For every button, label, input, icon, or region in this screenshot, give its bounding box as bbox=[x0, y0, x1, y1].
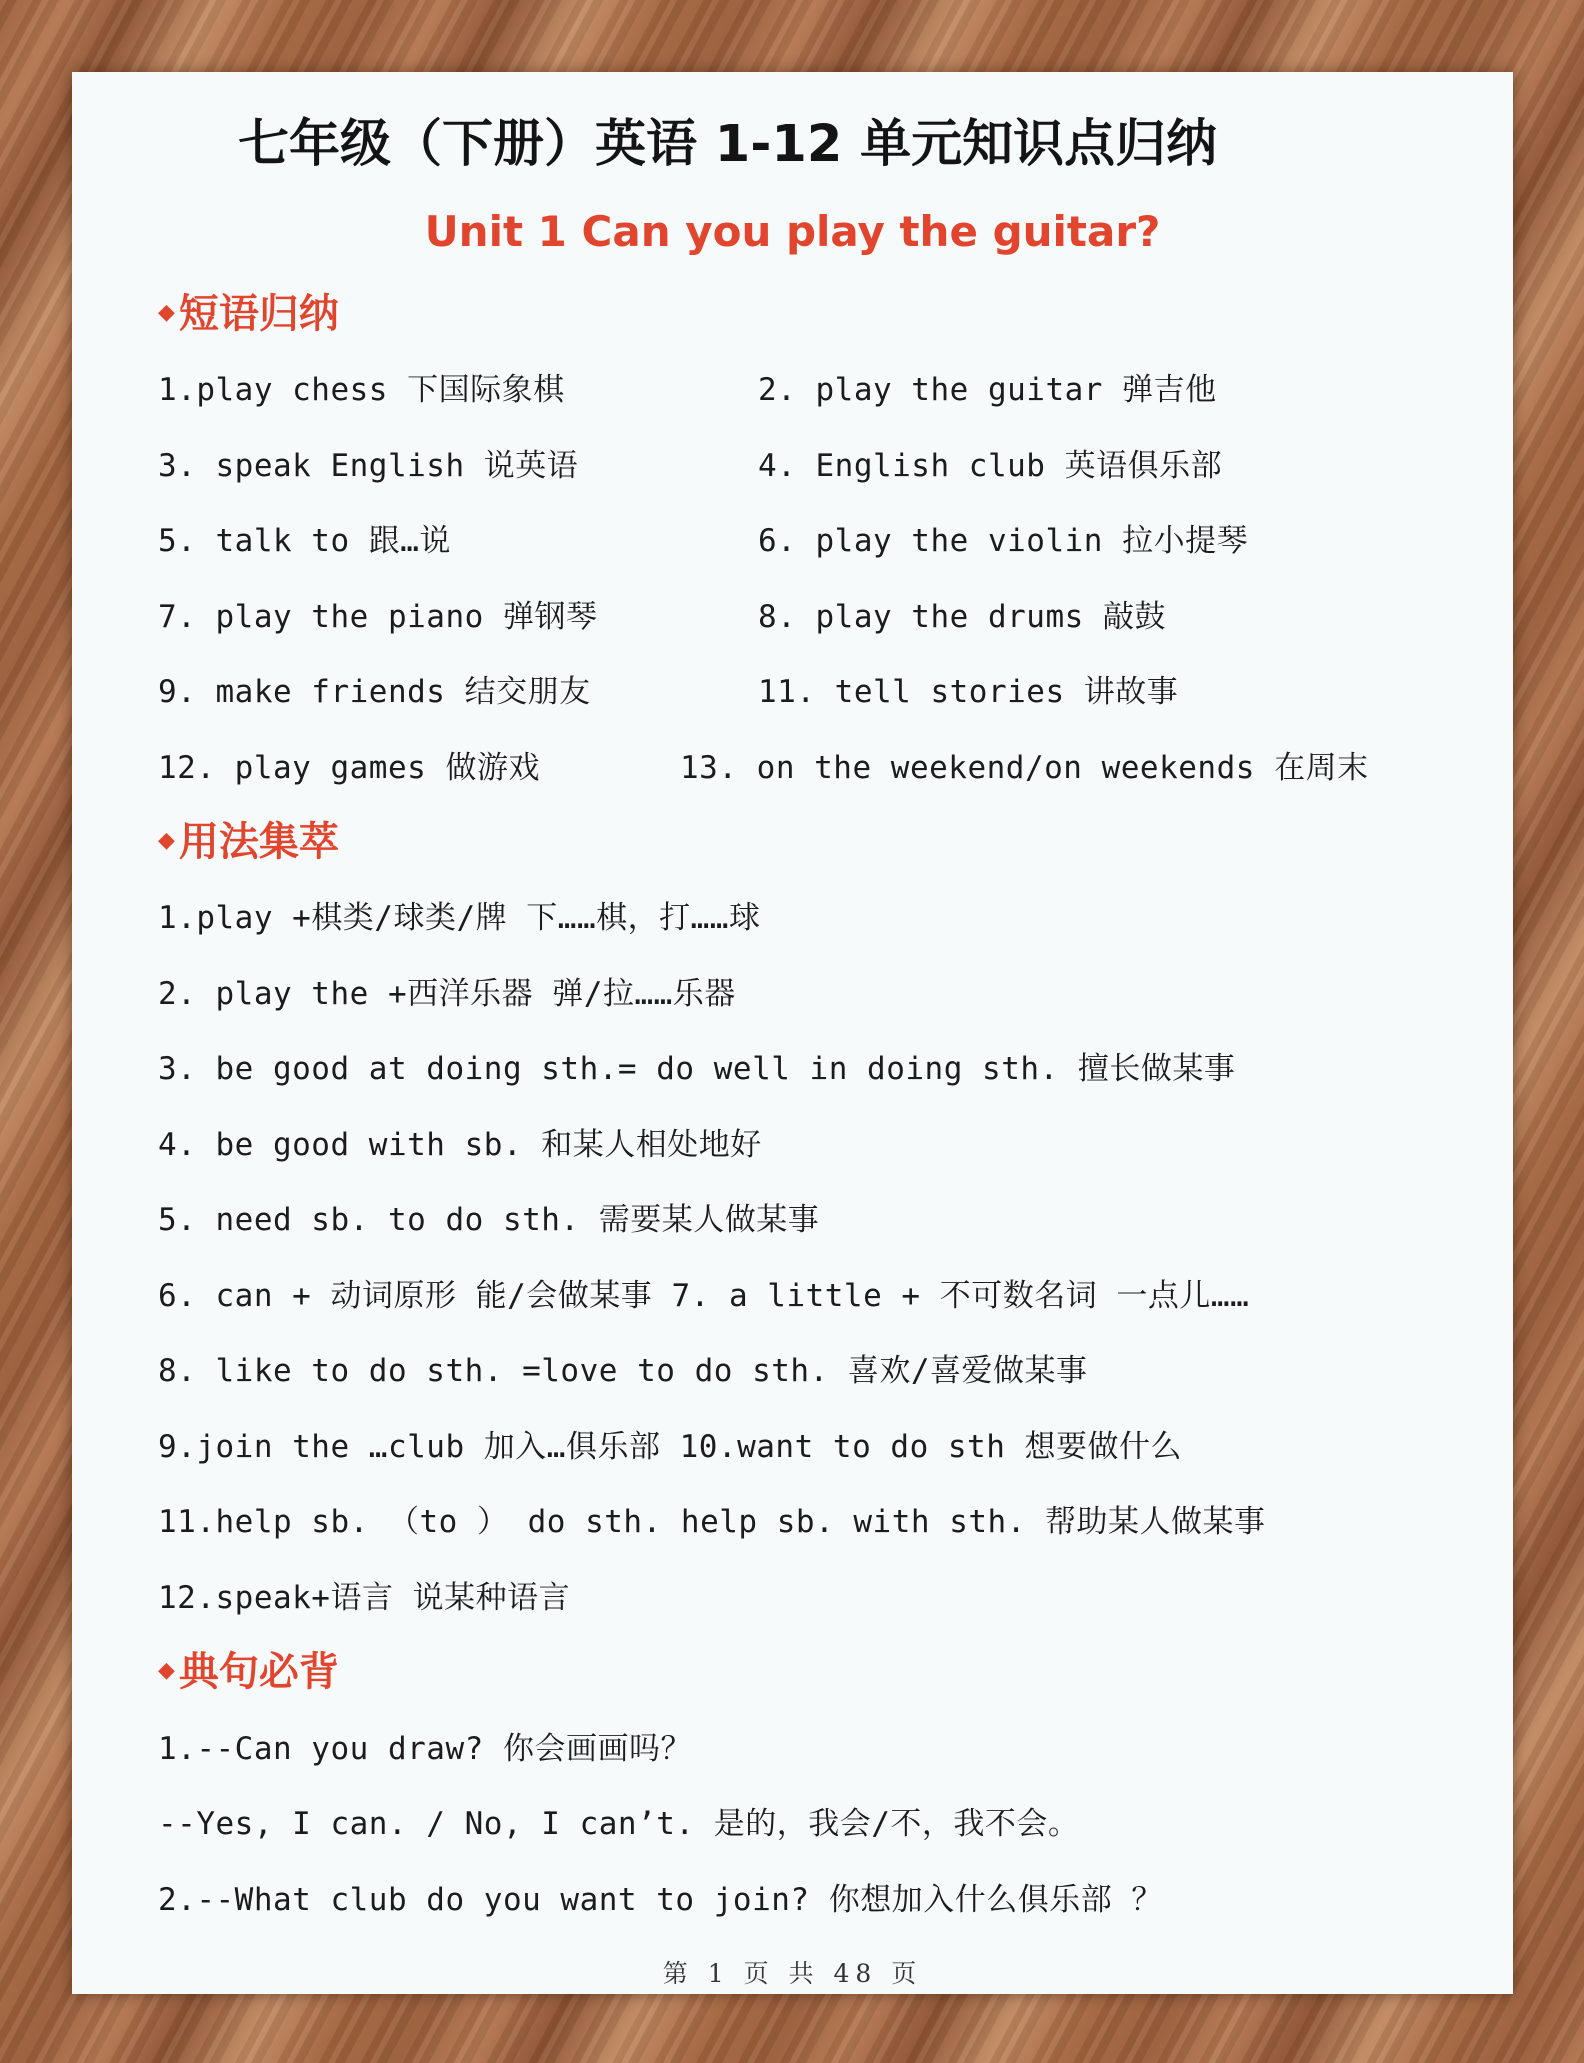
section-heading-sentences bbox=[158, 1640, 339, 1697]
unit-title: Unit 1 Can you play the guitar? bbox=[424, 207, 1161, 256]
phrase-item: 6. play the violin 拉小提琴 bbox=[758, 523, 1249, 559]
usage-item: 1.play +棋类/球类/牌 下……棋，打……球 bbox=[158, 900, 761, 936]
usage-item: 4. be good with sb. 和某人相处地好 bbox=[158, 1127, 762, 1163]
sentence-item: 1.--Can you draw? 你会画画吗？ bbox=[158, 1731, 692, 1767]
sentence-item: --Yes, I can. / No, I can’t. 是的，我会/不，我不会。 bbox=[158, 1806, 1080, 1842]
usage-item: 2. play the +西洋乐器 弹/拉……乐器 bbox=[158, 976, 736, 1012]
phrase-item: 11. tell stories 讲故事 bbox=[758, 674, 1179, 710]
phrase-item: 7. play the piano 弹钢琴 bbox=[158, 599, 598, 635]
diamond-bullet-icon: ◆ bbox=[158, 1658, 175, 1683]
usage-item: 9.join the …club 加入…俱乐部 10.want to do sth 想要做什么 bbox=[158, 1429, 1183, 1465]
section-heading-label: 用法集萃 bbox=[178, 819, 339, 865]
usage-item: 6. can + 动词原形 能/会做某事 7. a little + 不可数名词 一点儿…… bbox=[158, 1278, 1250, 1314]
phrase-item: 12. play games 做游戏 bbox=[158, 750, 540, 786]
usage-item: 8. like to do sth. =love to do sth. 喜欢/喜爱做某事 bbox=[158, 1353, 1088, 1389]
section-heading-label: 典句必背 bbox=[178, 1649, 339, 1695]
phrase-item: 5. talk to 跟…说 bbox=[158, 523, 451, 559]
phrase-item: 4. English club 英语俱乐部 bbox=[758, 448, 1223, 484]
phrase-item: 3. speak English 说英语 bbox=[158, 448, 579, 484]
usage-item: 5. need sb. to do sth. 需要某人做某事 bbox=[158, 1202, 820, 1238]
phrase-item: 9. make friends 结交朋友 bbox=[158, 674, 591, 710]
document-page bbox=[72, 72, 1513, 1994]
document-title: 七年级（下册）英语 1-12 单元知识点归纳 bbox=[238, 115, 1218, 174]
phrase-item: 2. play the guitar 弹吉他 bbox=[758, 372, 1217, 408]
usage-item: 3. be good at doing sth.= do well in doing sth. 擅长做某事 bbox=[158, 1051, 1236, 1087]
phrase-item: 13. on the weekend/on weekends 在周末 bbox=[680, 750, 1369, 786]
sentence-item: 2.--What club do you want to join? 你想加入什么俱乐部 ？ bbox=[158, 1882, 1163, 1918]
page-footer: 第 1 页 共 48 页 bbox=[662, 1959, 923, 1988]
section-heading-phrases bbox=[158, 282, 339, 339]
section-heading-usage bbox=[158, 810, 339, 867]
usage-item: 12.speak+语言 说某种语言 bbox=[158, 1580, 571, 1616]
phrase-item: 1.play chess 下国际象棋 bbox=[158, 372, 565, 408]
section-heading-label: 短语归纳 bbox=[178, 291, 339, 337]
diamond-bullet-icon: ◆ bbox=[158, 828, 175, 853]
phrase-item: 8. play the drums 敲鼓 bbox=[758, 599, 1166, 635]
diamond-bullet-icon: ◆ bbox=[158, 300, 175, 325]
usage-item: 11.help sb. （to ） do sth. help sb. with sth. 帮助某人做某事 bbox=[158, 1504, 1266, 1540]
